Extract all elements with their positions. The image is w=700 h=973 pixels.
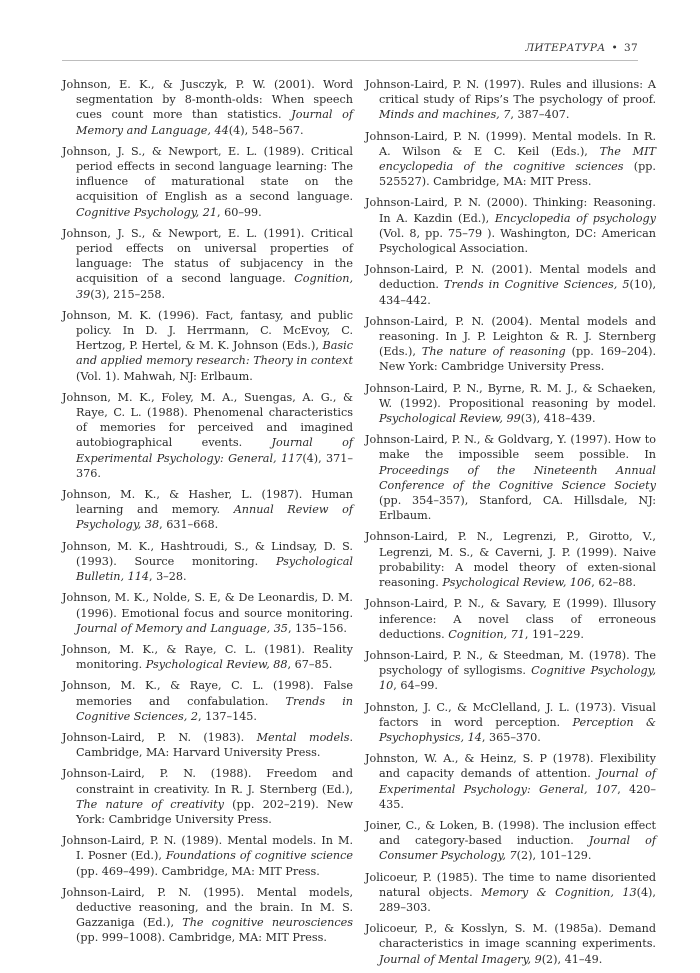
reference-source-italic: Minds and machines, 7 (379, 108, 511, 122)
page-number: 37 (624, 42, 638, 54)
reference-text: (3), 215–258. (90, 287, 166, 301)
reference-text: Johnson, M. K., Nolde, S. E, & De Leonardis, D. M. (1996). Emotional focus and source monitoring. (62, 591, 353, 620)
reference-text: (pp. 169–204). New York: Cambridge University Press. (379, 345, 656, 374)
reference-text: Johnson-Laird, P. N. (1983). (62, 730, 257, 744)
reference-entry (62, 390, 353, 481)
reference-text: , 64–99. (393, 679, 438, 693)
reference-entry (62, 678, 353, 724)
reference-entry (62, 730, 353, 760)
reference-text: , 365–370. (481, 730, 541, 744)
reference-text: . Cambridge, MA: Harvard University Press. (76, 730, 353, 760)
reference-source-italic: Cognition, 39 (76, 272, 353, 301)
reference-source-italic: Memory & Cognition, 13 (481, 885, 637, 899)
reference-text: Johnson, M. K., Hashtroudi, S., & Lindsay, D. S. (1993). Source monitoring. (62, 539, 353, 568)
reference-source-italic: Journal of Experimental Psychology: General, 117 (76, 436, 353, 465)
reference-source-italic: Annual Review of Psychology, 38 (76, 503, 353, 532)
reference-source-italic: Trends in Cognitive Sciences, 5 (444, 278, 630, 292)
reference-text: Johnson, J. S., & Newport, E. L. (1989). Critical period effects in second language learning: The influence of maturational state on the acquisition of English as a second language. (62, 144, 353, 204)
reference-text: Johnson, J. S., & Newport, E. L. (1991). Critical period effects on universal properties of language: The status of subjacency in the acquisition of a second language. (62, 226, 353, 286)
reference-entry (62, 885, 353, 946)
reference-entry (62, 144, 353, 220)
reference-text: Johnson-Laird, P. N. (1989). Mental models. In M. I. Posner (Ed.), (62, 834, 353, 863)
reference-source-italic: Psychological Review, 106 (442, 576, 592, 590)
reference-text: , 135–156. (287, 621, 347, 635)
reference-entry (62, 308, 353, 384)
reference-entry (365, 314, 656, 375)
reference-text: Johnson, M. K., & Raye, C. L. (1998). False memories and confabulation. (62, 679, 353, 708)
reference-text: , 191–229. (524, 627, 584, 641)
reference-source-italic: Journal of Consumer Psychology, 7 (379, 834, 656, 863)
reference-source-italic: Proceedings of the Nineteenth Annual Conference of the Cognitive Science Society (379, 463, 656, 492)
references-column-left (62, 77, 353, 952)
reference-source-italic: Journal of Memory and Language, 35 (76, 621, 288, 635)
reference-text: Johnson-Laird, P. N. (2001). Mental models and deduction. (365, 263, 656, 292)
reference-entry (365, 870, 656, 916)
reference-source-italic: Journal of Experimental Psychology: General, 107 (379, 767, 656, 796)
reference-text: Johnson, M. K., & Raye, C. L. (1981). Reality monitoring. (62, 642, 353, 672)
reference-text: Johnson-Laird, P. N., & Savary, E (1999). Illusory inference: A novel class of erroneous deductions. (365, 597, 656, 641)
reference-source-italic: Encyclopedia of psychology (494, 211, 656, 225)
reference-entry (365, 432, 656, 523)
reference-source-italic: Mental models (256, 730, 350, 744)
reference-source-italic: Psychological Bulletin, 114 (76, 554, 353, 584)
reference-text: , 420–435. (379, 782, 657, 811)
reference-entry (365, 529, 656, 590)
reference-text: Johnson-Laird, P. N. (2004). Mental models and reasoning. In J. P. Leighton & R. J. Sternberg (Eds.), (365, 314, 656, 359)
reference-source-italic: Psychological Review, 88 (145, 658, 288, 672)
reference-source-italic: Cognitive Psychology, 10 (379, 664, 657, 693)
reference-text: Johnson-Laird, P. N. (1988). Freedom and constraint in creativity. In R. J. Sternberg (Ed.), (62, 767, 353, 796)
reference-text: , 62–88. (591, 576, 637, 590)
header-separator: • (611, 42, 619, 54)
reference-source-italic: The nature of reasoning (421, 345, 566, 359)
reference-entry (365, 700, 656, 746)
reference-text: Johnson-Laird, P. N., & Steedman, M. (1978). The psychology of syllogisms. (365, 648, 656, 678)
reference-source-italic: The nature of creativity (76, 797, 224, 811)
reference-entry (365, 381, 656, 427)
reference-source-italic: Cognitive Psychology, 21 (76, 205, 217, 219)
reference-entry (62, 642, 353, 672)
reference-text: Johnson-Laird, P. N. (1997). Rules and illusions: A critical study of Rips’s The psychology of proof. (365, 78, 656, 107)
reference-text: , 137–145. (198, 709, 257, 723)
reference-entry (62, 833, 353, 879)
reference-entry (62, 766, 353, 827)
reference-text: Johnson-Laird, P. N. (1999). Mental models. In R. A. Wilson & E C. Keil (Eds.), (365, 129, 656, 158)
reference-source-italic: Basic and applied memory research: Theory in context (76, 339, 353, 368)
reference-entry (365, 596, 656, 642)
header-content (525, 42, 638, 54)
reference-text: Johnson, M. K., Foley, M. A., Suengas, A. G., & Raye, C. L. (1988). Phenomenal characteristics of memories for perceived and imagined autobiographical events. (62, 390, 353, 450)
reference-entry (62, 539, 353, 585)
reference-text: Johnson-Laird, P. N., & Goldvarg, Y. (1997). How to make the impossible seem possible. In (365, 433, 656, 462)
reference-source-italic: Foundations of cognitive science (165, 849, 353, 863)
reference-source-italic: Journal of Memory and Language, 44 (76, 108, 353, 137)
reference-entry (62, 487, 353, 533)
reference-text: Johnston, W. A., & Heinz, S. P (1978). Flexibility and capacity demands of attention. (365, 752, 656, 781)
reference-text: Johnson-Laird, P. N. (2000). Thinking: Reasoning. In A. Kazdin (Ed.), (365, 196, 656, 225)
reference-text: Jolicoeur, P., & Kosslyn, S. M. (1985a). Demand characteristics in image scanning experiments. (365, 922, 656, 951)
reference-source-italic: Psychological Review, 99 (379, 412, 521, 426)
reference-text: (4), 548–567. (228, 123, 304, 137)
reference-text: Johnson, E. K., & Jusczyk, P. W. (2001). Word segmentation by 8-month-olds: When speech cues count more than statistics. (62, 78, 353, 122)
reference-text: (pp. 202–219). New York: Cambridge University Press. (76, 797, 353, 826)
reference-entry (62, 226, 353, 302)
reference-entry (62, 590, 353, 636)
reference-text: , 60–99. (216, 205, 262, 219)
reference-entry (365, 77, 656, 123)
reference-entry (365, 129, 656, 190)
section-title: ЛИТЕРАТУРА (525, 42, 606, 54)
reference-source-italic: Journal of Mental Imagery, 9 (379, 952, 542, 966)
reference-text: Johnston, J. C., & McClelland, J. L. (1973). Visual factors in word perception. (365, 700, 656, 729)
reference-text: (Vol. 1). Mahwah, NJ: Erlbaum. (76, 369, 253, 383)
reference-entry (365, 751, 656, 812)
reference-text: Johnson, M. K. (1996). Fact, fantasy, and public policy. In D. J. Herrmann, C. McEvoy, C. Hertzog, P. Hertel, & M. K. Johnson (Eds.), (62, 308, 353, 353)
reference-entry (365, 195, 656, 256)
reference-text: , 67–85. (287, 658, 333, 672)
reference-text: , 631–668. (159, 518, 219, 532)
reference-text: Johnson, M. K., & Hasher, L. (1987). Human learning and memory. (62, 488, 353, 517)
reference-text: Joiner, C., & Loken, B. (1998). The inclusion effect and category-based induction. (365, 818, 656, 848)
reference-entry (365, 818, 656, 864)
references-column-right (365, 77, 656, 973)
reference-entry (365, 262, 656, 308)
reference-source-italic: Perception & Psychophysics, 14 (379, 715, 656, 744)
reference-text: (2), 101–129. (516, 849, 592, 863)
reference-entry (62, 77, 353, 138)
reference-text: , 3–28. (148, 570, 187, 584)
reference-text: (pp. 525527). Cambridge, MA: MIT Press. (379, 160, 656, 189)
reference-text: Johnson-Laird, P. N. (1995). Mental models, deductive reasoning, and the brain. In M. S. Gazzaniga (Ed.), (62, 885, 353, 930)
reference-source-italic: The cognitive neurosciences (182, 916, 354, 930)
reference-text: (2), 41–49. (541, 952, 603, 966)
reference-text: , 387–407. (510, 108, 570, 122)
reference-text: Johnson-Laird, P. N., Byrne, R. M. J., & Schaeken, W. (1992). Propositional reasoning by model. (365, 381, 656, 410)
reference-text: (4), 371–376. (76, 451, 353, 480)
reference-text: (Vol. 8, pp. 75–79 ). Washington, DC: American Psychological Association. (379, 226, 656, 256)
reference-text: (pp. 469–499). Cambridge, MA: MIT Press. (76, 864, 320, 878)
reference-text: (4), 289–303. (379, 885, 656, 914)
reference-source-italic: The MIT encyclopedia of the cognitive sciences (379, 144, 656, 174)
reference-source-italic: Trends in Cognitive Sciences, 2 (76, 694, 353, 723)
reference-text: (pp. 354–357), Stanford, CA. Hillsdale, NJ: Erlbaum. (379, 494, 656, 523)
reference-text: (pp. 999–1008). Cambridge, MA: MIT Press. (76, 931, 327, 945)
reference-entry (365, 648, 656, 694)
reference-text: (3), 418–439. (520, 412, 596, 426)
reference-text: Johnson-Laird, P. N., Legrenzi, P., Girotto, V., Legrenzi, M. S., & Caverni, J. P. (1999). Naive probability: A model theory of exten-sional reasoning. (365, 530, 656, 590)
running-header (62, 40, 638, 61)
reference-text: (10), 434–442. (379, 278, 657, 307)
reference-text: Jolicoeur, P. (1985). The time to name disoriented natural objects. (365, 870, 656, 899)
reference-source-italic: Cognition, 71 (448, 627, 525, 641)
